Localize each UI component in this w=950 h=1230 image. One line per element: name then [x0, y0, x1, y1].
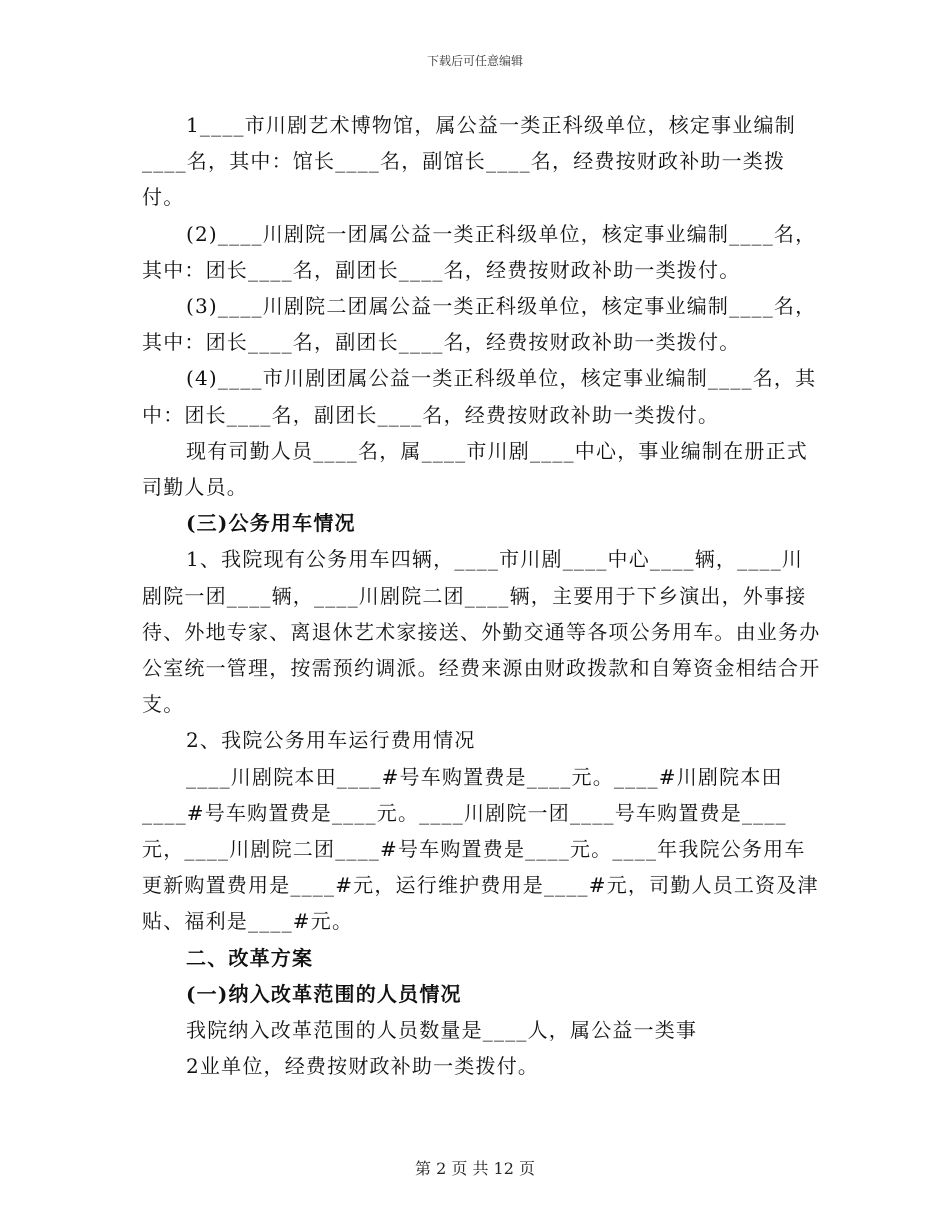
- paragraph-vehicle-count: 1、我院现有公务用车四辆，____市川剧____中心____辆，____川剧院一团____辆，____川剧院二团____辆，主要用于下乡演出，外事接待、外地专家、离退休艺术家接送、外勤交通等各项公务用车。由业务办公室统一管理，按需预约调派。经费来源由财政拨款和自筹资金相结合开支。: [142, 547, 821, 717]
- section-heading-vehicles: (三)公务用车情况: [186, 511, 356, 536]
- paragraph-museum: 1____市川剧艺术博物馆，属公益一类正科级单位，核定事业编制____名，其中：馆长____名，副馆长____名，经费按财政补助一类拨付。: [142, 113, 796, 210]
- page-footer: 第 2 页 共 12 页: [415, 1159, 535, 1178]
- paragraph-personnel-count: 我院纳入改革范围的人员数量是____人，属公益一类事: [186, 1018, 698, 1043]
- section-heading-personnel: (一)纳入改革范围的人员情况: [186, 981, 462, 1006]
- paragraph-personnel-funding: 2业单位，经费按财政补助一类拨付。: [186, 1054, 540, 1079]
- section-heading-reform: 二、改革方案: [186, 945, 314, 970]
- paragraph-drivers: 现有司勤人员____名，属____市川剧____中心，事业编制在册正式司勤人员。: [142, 438, 808, 500]
- paragraph-vehicle-costs: ____川剧院本田____#号车购置费是____元。____#川剧院本田____#号车购置费是____元。____川剧院一团____号车购置费是____元，____川剧院二团____#号车购置费是____元。____年我院公务用车更新购置费用是____#元，运行维护费用是____#元，司勤人员工资及津贴、福利是____#元。: [142, 764, 819, 934]
- page-header: 下载后可任意编辑: [426, 54, 523, 68]
- paragraph-troupe-2: (3)____川剧院二团属公益一类正科级单位，核定事业编制____名，其中：团长____名，副团长____名，经费按财政补助一类拨付。: [142, 294, 817, 355]
- paragraph-troupe-city: (4)____市川剧团属公益一类正科级单位，核定事业编制____名，其中：团长____名，副团长____名，经费按财政补助一类拨付。: [142, 366, 817, 427]
- paragraph-troupe-1: (2)____川剧院一团属公益一类正科级单位，核定事业编制____名，其中：团长____名，副团长____名，经费按财政补助一类拨付。: [142, 221, 817, 282]
- document-body: [142, 107, 822, 1084]
- paragraph-vehicle-cost-title: 2、我院公务用车运行费用情况: [186, 728, 476, 753]
